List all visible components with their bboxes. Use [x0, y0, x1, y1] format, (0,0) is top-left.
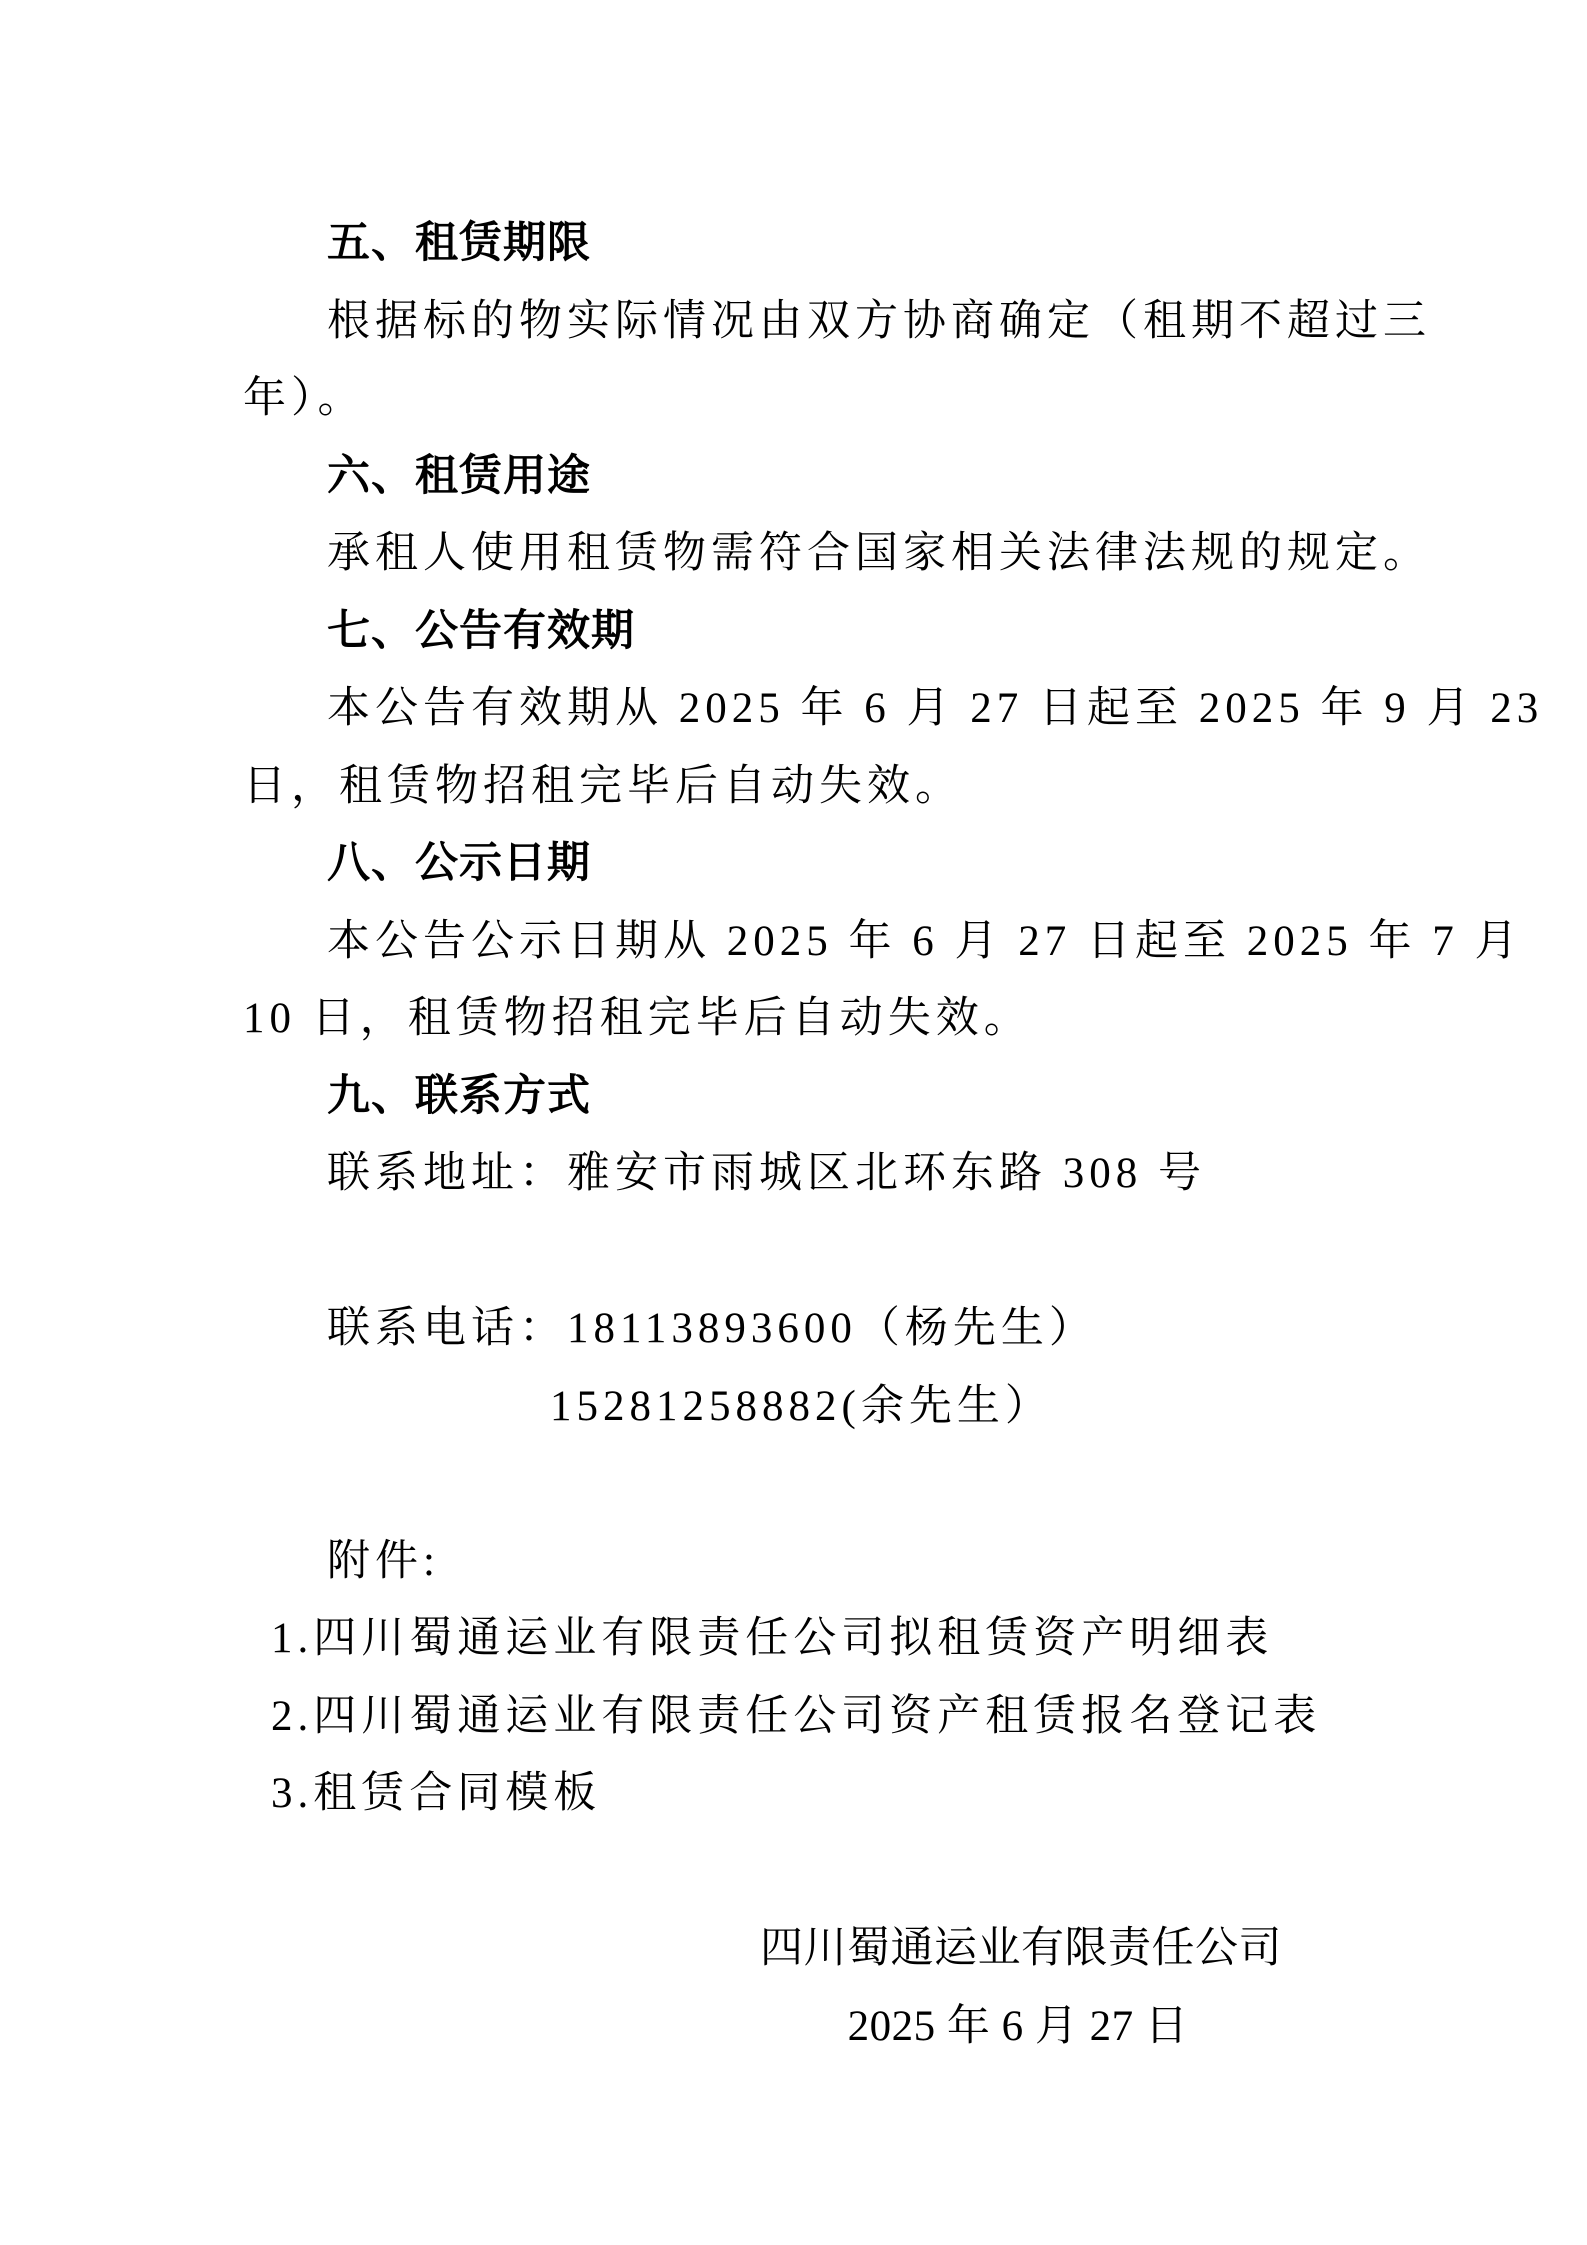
attachment-item-2: 2.四川蜀通运业有限责任公司资产租赁报名登记表	[271, 1692, 1322, 1740]
contact-phone-line-1: 联系电话：18113893600（杨先生）	[327, 1305, 1097, 1352]
section-8-heading: 八、公示日期	[327, 838, 591, 888]
section-6-heading: 六、租赁用途	[327, 450, 591, 501]
section-7-heading: 七、公告有效期	[327, 605, 635, 656]
attachment-item-3: 3.租赁合同模板	[271, 1770, 602, 1817]
section-8-body-line-2: 10 日，租赁物招租完毕后自动失效。	[243, 995, 1032, 1042]
spacer	[243, 1445, 1344, 1523]
section-9-heading: 九、联系方式	[327, 1070, 591, 1121]
section-5-body-line-2: 年）。	[243, 375, 366, 422]
section-6-body-line-1: 承租人使用租赁物需符合国家相关法律法规的规定。	[327, 530, 1431, 577]
contact-phone-line-2: 15281258882(余先生）	[550, 1382, 1053, 1430]
attachments-label: 附件:	[327, 1537, 440, 1585]
section-5-body-line-1: 根据标的物实际情况由双方协商确定（租期不超过三	[327, 297, 1431, 345]
contact-address-line: 联系地址：雅安市雨城区北环东路 308 号	[327, 1150, 1206, 1197]
signature-date: 2025 年 6 月 27 日	[847, 2002, 1189, 2050]
attachment-item-1: 1.四川蜀通运业有限责任公司拟租赁资产明细表	[271, 1615, 1274, 1662]
signature-company: 四川蜀通运业有限责任公司	[760, 1925, 1282, 1972]
spacer	[243, 1213, 1344, 1291]
section-8-body-line-1: 本公告公示日期从 2025 年 6 月 27 日起至 2025 年 7 月	[327, 917, 1523, 965]
section-5-heading: 五、租赁期限	[327, 218, 591, 268]
section-7-body-line-1: 本公告有效期从 2025 年 6 月 27 日起至 2025 年 9 月 23	[327, 685, 1544, 732]
spacer	[243, 1833, 1344, 1911]
section-7-body-line-2: 日，租赁物招租完毕后自动失效。	[243, 762, 963, 810]
